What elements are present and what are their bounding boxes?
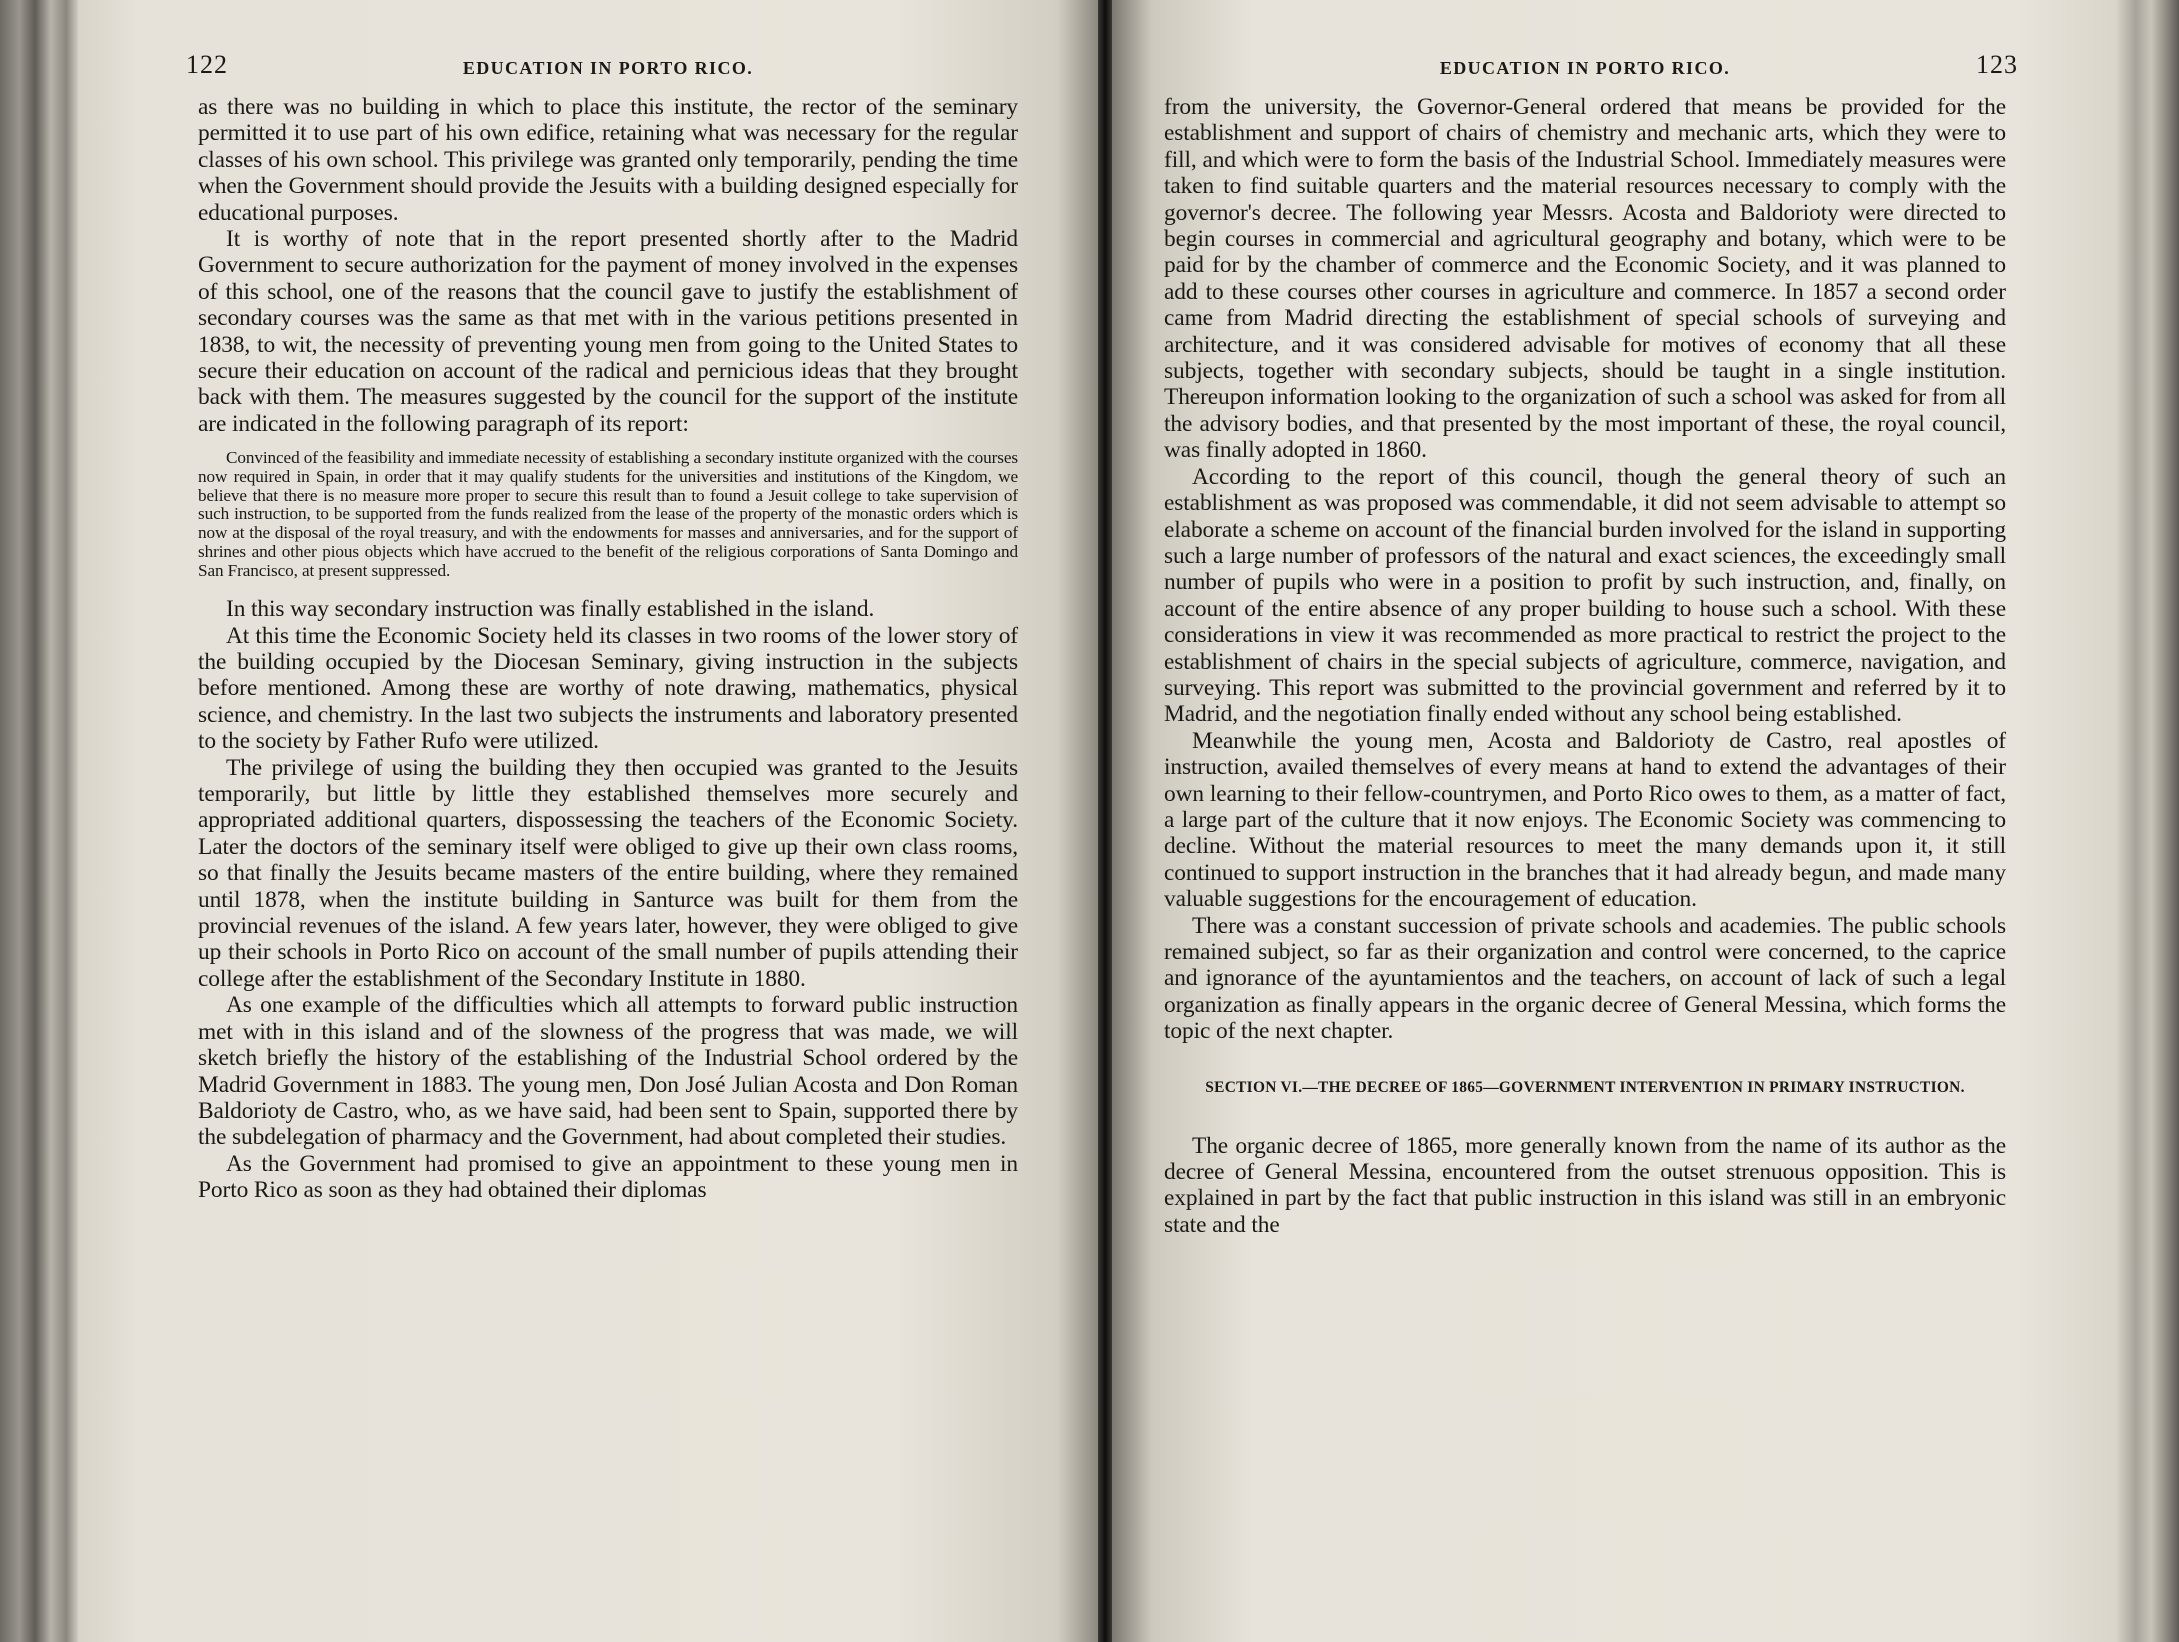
left-running-head: EDUCATION IN PORTO RICO.	[462, 58, 754, 78]
paragraph: as there was no building in which to place this institute, the rector of the seminary permitted it to use part of his own edifice, retaining what was necessary for the regular classes of his own school. This privilege was granted only temporarily, pending the time when the Government should provide the Jesuits with a building designed especially for educational purposes.	[198, 94, 1018, 226]
left-page-body	[198, 94, 1018, 1204]
page-edges-right	[2117, 0, 2179, 1642]
block-quote: Convinced of the feasibility and immediate necessity of establishing a secondary institute organized with the courses now required in Spain, in order that it may qualify students for the universities and institutions of the Kingdom, we believe that there is no measure more proper to secure this result than to found a Jesuit college to take supervision of such instruction, to be supported from the funds realized from the lease of the property of the monastic orders which is now at the disposal of the royal treasury, and with the endowments for masses and anniversaries, and for the support of shrines and other pious objects which have accrued to the benefit of the religious corporations of Santa Domingo and San Francisco, at present suppressed.	[198, 448, 1018, 580]
section-heading: SECTION VI.—THE DECREE OF 1865—GOVERNMENT INTERVENTION IN PRIMARY INSTRUCTION.	[1205, 1078, 1965, 1096]
book-gutter	[1098, 0, 1112, 1642]
right-page	[1112, 0, 2117, 1642]
paragraph: The organic decree of 1865, more generally known from the name of its author as the decree of General Messina, encountered from the outset strenuous opposition. This is explained in part by the fact that public instruction in this island was still in an embryonic state and the	[1164, 1132, 2006, 1238]
left-page-header	[186, 50, 1018, 94]
paragraph: In this way secondary instruction was finally established in the island.	[226, 596, 875, 623]
left-text-block	[186, 50, 1018, 1204]
paragraph: The privilege of using the building they then occupied was granted to the Jesuits temporarily, but little by little they established themselves more securely and appropriated additional quarters, dispossessing the teachers of the Economic Society. Later the doctors of the seminary itself were obliged to give up their own class rooms, so that finally the Jesuits became masters of the entire building, where they remained until 1878, when the institute building in Santurce was built for them from the provincial revenues of the island. A few years later, however, they were obliged to give up their schools in Porto Rico on account of the small number of pupils attending their college after the establishment of the Secondary Institute in 1880.	[198, 754, 1018, 992]
left-page	[78, 0, 1098, 1642]
left-page-number: 122	[186, 50, 228, 79]
paragraph: There was a constant succession of private schools and academies. The public schools remained subject, so far as their organization and control were concerned, to the caprice and ignorance of the ayuntamientos and the teachers, on account of lack of such a legal organization as finally appears in the organic decree of General Messina, which forms the topic of the next chapter.	[1164, 912, 2006, 1045]
right-page-body	[1164, 94, 2006, 1238]
paragraph: Meanwhile the young men, Acosta and Baldorioty de Castro, real apostles of instruction, availed themselves of every means at hand to extend the advantages of their own learning to their fellow-countrymen, and Porto Rico owes to them, as a matter of fact, a large part of the culture that it now enjoys. The Economic Society was commencing to decline. Without the material resources to meet the many demands upon it, it still continued to support instruction in the branches that it had already begun, and made many valuable suggestions for the encouragement of education.	[1164, 727, 2006, 913]
right-running-head: EDUCATION IN PORTO RICO.	[1439, 58, 1731, 78]
right-text-block	[1164, 50, 2018, 1238]
right-page-number: 123	[1976, 50, 2018, 79]
paragraph: As the Government had promised to give an appointment to these young men in Porto Rico as soon as they had obtained their diplomas	[198, 1150, 1018, 1204]
paragraph: At this time the Economic Society held its classes in two rooms of the lower story of the building occupied by the Diocesan Seminary, giving instruction in the subjects before mentioned. Among these are worthy of note drawing, mathematics, physical science, and chemistry. In the last two subjects the instruments and laboratory presented to the society by Father Rufo were utilized.	[198, 622, 1018, 755]
paragraph: from the university, the Governor-General ordered that means be provided for the establishment and support of chairs of chemistry and mechanic arts, which they were to fill, and which were to form the basis of the Industrial School. Immediately measures were taken to find suitable quarters and the material resources necessary to comply with the governor's decree. The following year Messrs. Acosta and Baldorioty were directed to begin courses in commercial and agricultural geography and botany, which were to be paid for by the chamber of commerce and the Economic Society, and it was planned to add to these courses other courses in agriculture and commerce. In 1857 a second order came from Madrid directing the establishment of special schools of surveying and architecture, and it was considered advisable for motives of economy that all these subjects, together with secondary subjects, should be taught in a single institution. Thereupon information looking to the organization of such a school was asked for from all the advisory bodies, and that presented by the most important of these, the royal council, was finally adopted in 1860.	[1164, 94, 2006, 464]
right-page-header	[1164, 50, 2018, 94]
paragraph: According to the report of this council, though the general theory of such an establishment as was proposed was commendable, it did not seem advisable to attempt so elaborate a scheme on account of the financial burden involved for the island in supporting such a large number of professors of the natural and exact sciences, the exceedingly small number of pupils who were in a position to profit by such instruction, and, finally, on account of the entire absence of any proper building to house such a school. With these considerations in view it was recommended as more practical to restrict the project to the establishment of chairs in the special subjects of agriculture, commerce, navigation, and surveying. This report was submitted to the provincial government and referred by it to Madrid, and the negotiation finally ended without any school being established.	[1164, 463, 2006, 728]
paragraph: As one example of the difficulties which all attempts to forward public instruction met with in this island and of the slowness of the progress that was made, we will sketch briefly the history of the establishing of the Industrial School ordered by the Madrid Government in 1883. The young men, Don José Julian Acosta and Don Roman Baldorioty de Castro, who, as we have said, had been sent to Spain, supported there by the subdelegation of pharmacy and the Government, had about completed their studies.	[198, 992, 1018, 1151]
page-edges-left	[0, 0, 78, 1642]
paragraph: It is worthy of note that in the report presented shortly after to the Madrid Government to secure authorization for the payment of money involved in the expenses of this school, one of the reasons that the council gave to justify the establishment of secondary courses was the same as that met with in the various petitions presented in 1838, to wit, the necessity of preventing young men from going to the United States to secure their education on account of the radical and pernicious ideas that they brought back with them. The measures suggested by the council for the support of the institute are indicated in the following paragraph of its report:	[198, 226, 1018, 437]
